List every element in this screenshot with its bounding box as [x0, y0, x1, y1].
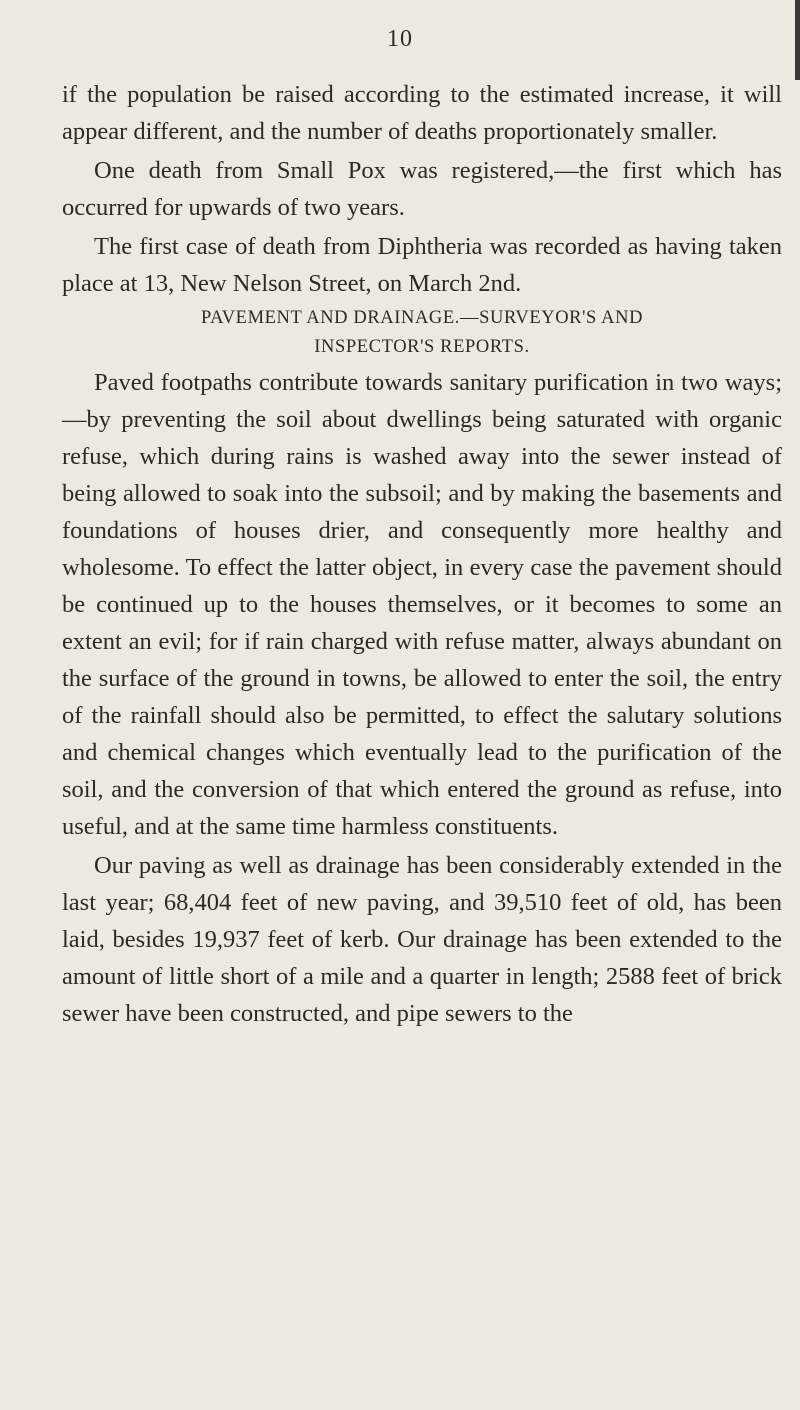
- page-number: 10: [387, 26, 413, 52]
- paragraph-small-pox: One death from Small Pox was registered,—the first which has occurred for upwards of two years.: [62, 157, 782, 221]
- paragraph-paving-drainage: Our paving as well as drainage has been considerably extended in the last year; 68,404 feet of new paving, and 39,510 feet of old, has been laid, besides 19,937 feet of kerb. Our drainage has been extended to the amount of little short of a mile and a quarter in length; 2588 feet of brick sewer have been constructed, and pipe sewers to the: [62, 852, 782, 1027]
- paragraph-diphtheria: The first case of death from Diphtheria was recorded as having taken place at 13, New Nelson Street, on March 2nd.: [62, 233, 782, 297]
- section-heading: [62, 304, 782, 362]
- paragraph-paved-footpaths: Paved footpaths contribute towards sanitary purification in two ways;—by preventing the soil about dwellings being saturated with organic refuse, which during rains is washed away into the sewer instead of being allowed to soak into the subsoil; and by making the basements and foundations of houses drier, and consequently more healthy and wholesome. To effect the latter object, in every case the pavement should be continued up to the houses themselves, or it becomes to some an extent an evil; for if rain charged with refuse matter, always abundant on the surface of the ground in towns, be allowed to enter the soil, the entry of the rainfall should also be permitted, to effect the salutary solutions and chemical changes which eventually lead to the purification of the soil, and the conversion of that which entered the ground as refuse, into useful, and at the same time harmless constituents.: [62, 369, 782, 840]
- section-heading-line-2: INSPECTOR'S REPORTS.: [314, 337, 530, 357]
- section-heading-line-1: PAVEMENT AND DRAINAGE.—SURVEYOR'S AND: [200, 308, 644, 328]
- paragraph-population: if the population be raised according to the estimated increase, it will appear different, and the number of deaths proportionately smaller.: [62, 81, 782, 145]
- body-text: [62, 76, 782, 1034]
